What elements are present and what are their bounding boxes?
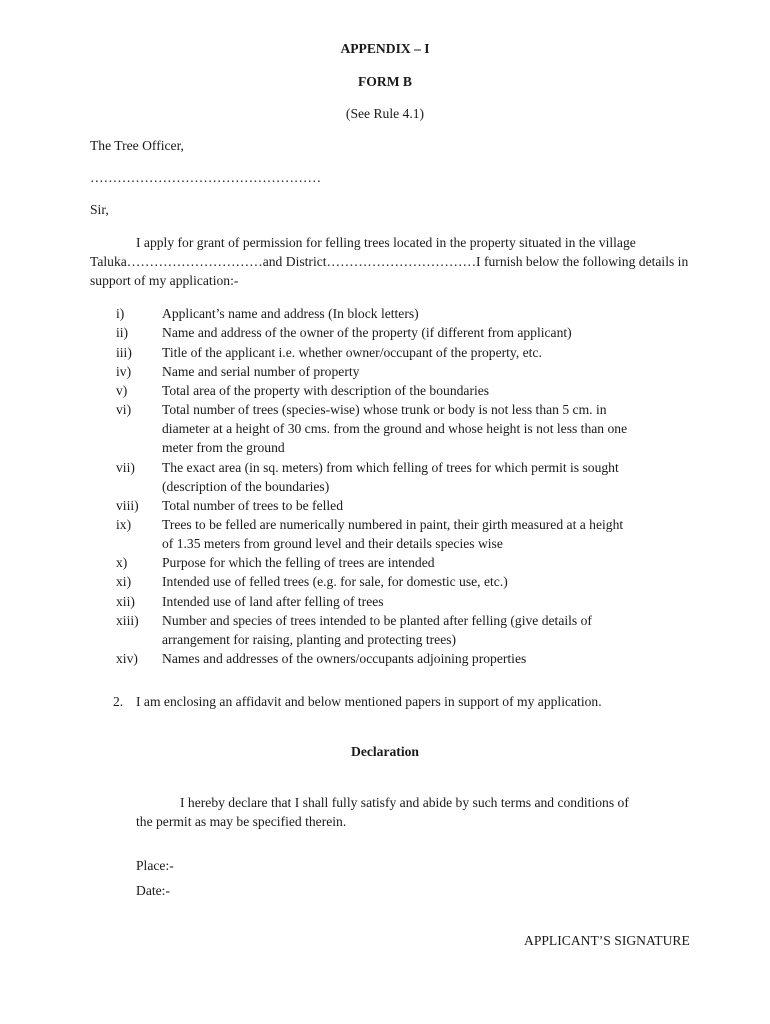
appendix-heading: APPENDIX – I [340,41,430,56]
applicant-signature-label: APPLICANT’S SIGNATURE [524,933,690,948]
list-item-text: Intended use of land after felling of trees [162,594,384,609]
list-item-number: vii) [116,460,135,475]
list-item-number: xii) [116,594,135,609]
list-item-text: Applicant’s name and address (In block letters) [162,306,419,321]
list-item-text: Total area of the property with description of the boundaries [162,383,490,398]
list-item-text: Name and serial number of property [162,364,360,379]
list-item-number: iv) [116,364,132,379]
list-item-number: xiii) [116,613,139,628]
declaration-line-2: the permit as may be specified therein. [136,814,347,829]
list-item-text: Names and addresses of the owners/occupants adjoining properties [162,651,527,666]
list-item-text: arrangement for raising, planting and protecting trees) [162,632,457,647]
place-label: Place:- [136,858,174,873]
list-item-text: Title of the applicant i.e. whether owner/occupant of the property, etc. [162,345,542,360]
addressee-title: The Tree Officer, [90,138,184,153]
list-item-number: vi) [116,402,132,417]
salutation: Sir, [90,202,109,217]
list-item-text: Purpose for which the felling of trees are intended [162,555,435,570]
list-item-text: (description of the boundaries) [162,479,330,494]
list-item-text: Total number of trees (species-wise) whose trunk or body is not less than 5 cm. in [162,402,607,417]
list-item-number: viii) [116,498,139,513]
rule-reference: (See Rule 4.1) [345,106,425,121]
point-2-number: 2. [113,694,124,709]
list-item-text: Intended use of felled trees (e.g. for sale, for domestic use, etc.) [162,574,508,589]
list-item-text: diameter at a height of 30 cms. from the ground and whose height is not less than one [162,421,628,436]
point-2-text: I am enclosing an affidavit and below mentioned papers in support of my application. [136,694,602,709]
list-item-text: meter from the ground [162,440,285,455]
addressee-blank-line: …………………………………………… [90,170,322,185]
form-heading: FORM B [358,74,412,89]
date-label: Date:- [136,883,170,898]
list-item-text: Total number of trees to be felled [162,498,343,513]
list-item-text: of 1.35 meters from ground level and their details species wise [162,536,503,551]
list-item-number: iii) [116,345,132,360]
list-item-number: xiv) [116,651,138,666]
list-item-number: xi) [116,574,132,589]
list-item-text: Trees to be felled are numerically numbered in paint, their girth measured at a height [162,517,624,532]
list-item-number: x) [116,555,128,570]
list-item-number: ii) [116,325,129,340]
intro-line-1: I apply for grant of permission for felling trees located in the property situated in the village [136,235,636,250]
list-item-text: The exact area (in sq. meters) from which felling of trees for which permit is sought [162,460,619,475]
list-item-number: ix) [116,517,132,532]
list-item-text: Name and address of the owner of the property (if different from applicant) [162,325,572,340]
list-item-text: Number and species of trees intended to be planted after felling (give details of [162,613,592,628]
list-item-number: v) [116,383,128,398]
declaration-heading: Declaration [351,744,419,759]
declaration-line-1: I hereby declare that I shall fully satisfy and abide by such terms and conditions of [180,795,629,810]
intro-line-3: support of my application:- [90,273,239,288]
list-item-number: i) [116,306,125,321]
intro-line-2: Taluka…………………………and District……………………………I furnish below the following details in [90,254,689,269]
